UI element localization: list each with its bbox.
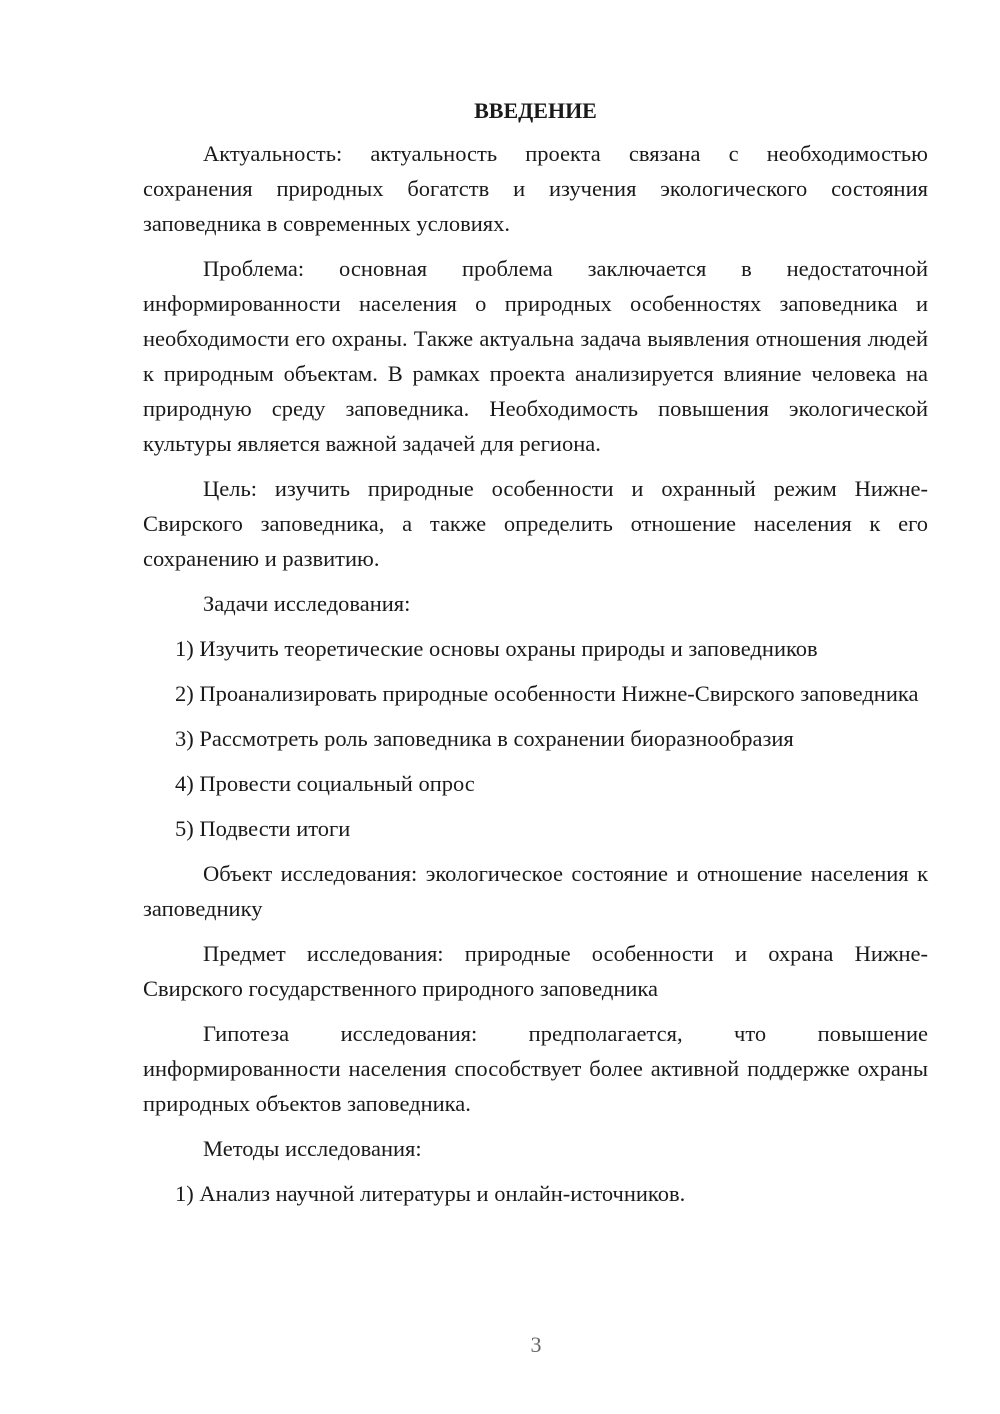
task-item-4: 4) Провести социальный опрос [175, 771, 475, 796]
paragraph-hypothesis: Гипотеза исследования: предполагается, что повышение информированности населения способствует более активной поддержке охраны природных объектов заповедника. [143, 1021, 928, 1116]
methods-heading: Методы исследования: [203, 1136, 422, 1161]
paragraph-relevance: Актуальность: актуальность проекта связана с необходимостью сохранения природных богатств и изучения экологического состояния заповедника в современных условиях. [143, 141, 928, 236]
task-item-5: 5) Подвести итоги [175, 816, 351, 841]
paragraph-goal: Цель: изучить природные особенности и охранный режим Нижне-Свирского заповедника, а также определить отношение населения к его сохранению и развитию. [143, 476, 928, 571]
page-number: 3 [530, 1332, 542, 1357]
tasks-heading: Задачи исследования: [203, 591, 411, 616]
paragraph-object: Объект исследования: экологическое состояние и отношение населения к заповеднику [143, 861, 928, 921]
method-item-1: 1) Анализ научной литературы и онлайн-источников. [175, 1181, 686, 1206]
paragraph-subject: Предмет исследования: природные особенности и охрана Нижне-Свирского государственного природного заповедника [143, 941, 928, 1001]
task-item-3: 3) Рассмотреть роль заповедника в сохранении биоразнообразия [175, 726, 794, 751]
task-item-1: 1) Изучить теоретические основы охраны природы и заповедников [175, 636, 818, 661]
page-title: ВВЕДЕНИЕ [474, 98, 597, 123]
document-page [143, 96, 928, 1221]
paragraph-problem: Проблема: основная проблема заключается в недостаточной информированности населения о природных особенностях заповедника и необходимости его охраны. Также актуальна задача выявления отношения людей к природным объектам. В рамках проекта анализируется влияние человека на природную среду заповедника. Необходимость повышения экологической культуры является важной задачей для региона. [143, 256, 928, 456]
task-item-2: 2) Проанализировать природные особенности Нижне-Свирского заповедника [175, 681, 919, 706]
